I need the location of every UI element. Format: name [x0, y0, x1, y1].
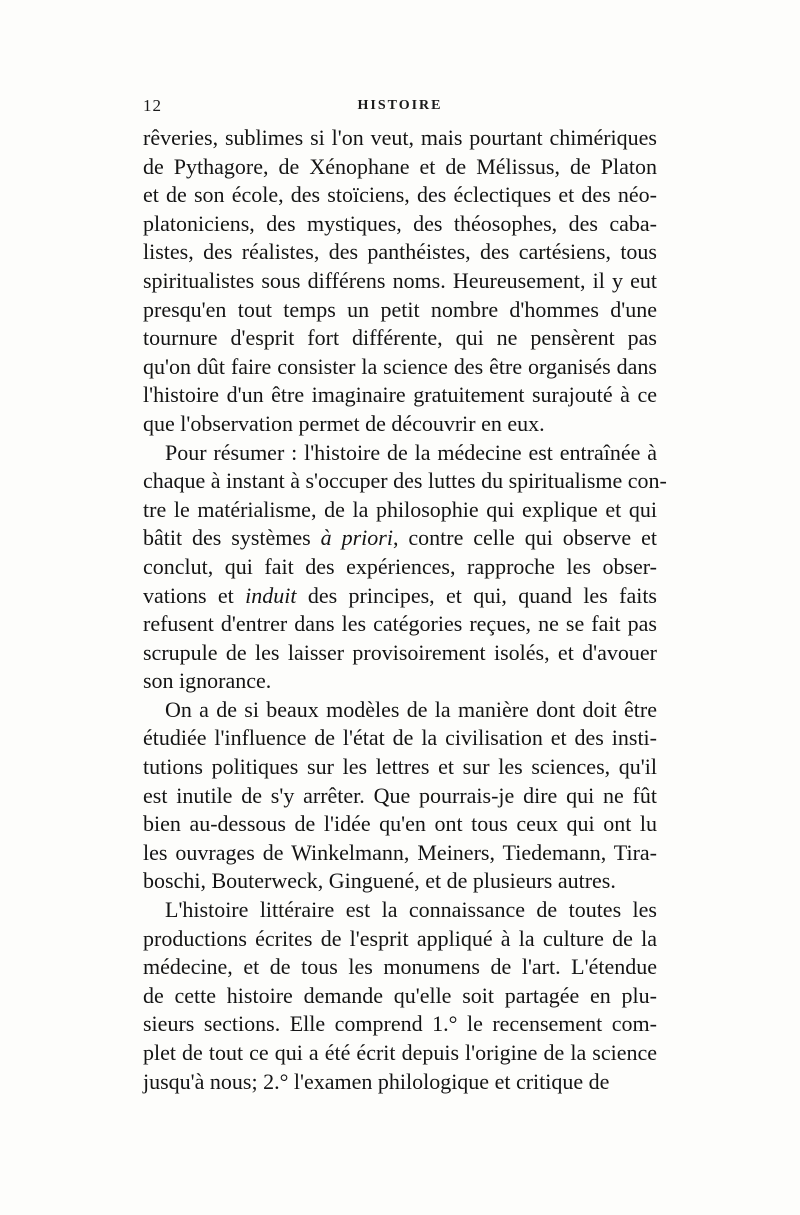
- text-line: et de son école, des stoïciens, des éclectiques et des néo-: [143, 182, 657, 208]
- text-line: scrupule de les laisser provisoirement isolés, et d'avouer: [143, 639, 657, 665]
- text-line: On a de si beaux modèles de la manière dont doit être: [165, 696, 657, 722]
- text-line: de Pythagore, de Xénophane et de Mélissus, de Platon: [143, 153, 657, 179]
- running-title: HISTOIRE: [357, 98, 443, 113]
- text-line: [143, 524, 657, 553]
- text-line: médecine, et de tous les monumens de l'art. L'étendue: [143, 954, 657, 980]
- paragraph: [143, 439, 667, 696]
- text-line: refusent d'entrer dans les catégories reçues, ne se fait pas: [143, 611, 657, 637]
- text-line: jusqu'à nous; 2.° l'examen philologique et critique de: [143, 1068, 610, 1094]
- text-line: étudiée l'influence de l'état de la civilisation et des insti-: [143, 725, 657, 751]
- text-line: sieurs sections. Elle comprend 1.° le recensement com-: [143, 1011, 657, 1037]
- text-line: bien au-dessous de l'idée qu'en ont tous ceux qui ont lu: [143, 811, 657, 837]
- text-line: rêveries, sublimes si l'on veut, mais pourtant chimériques: [143, 125, 657, 150]
- text-line: L'histoire littéraire est la connaissance de toutes les: [165, 897, 657, 923]
- italic-text: induit: [245, 582, 297, 608]
- page-header: [143, 96, 657, 120]
- text-line: les ouvrages de Winkelmann, Meiners, Tiedemann, Tira-: [143, 839, 657, 865]
- text-line: qu'on dût faire consister la science des être organisés dans: [143, 353, 657, 379]
- page-number: 12: [143, 96, 162, 115]
- text-line: que l'observation permet de découvrir en eux.: [143, 410, 545, 436]
- text-line: chaque à instant à s'occuper des luttes du spiritualisme con-: [143, 468, 667, 494]
- text-line: conclut, qui fait des expériences, rapproche les obser-: [143, 553, 657, 579]
- text-run: bâtit des systèmes: [143, 525, 321, 551]
- text-line: de cette histoire demande qu'elle soit partagée en plu-: [143, 982, 657, 1008]
- text-line: plet de tout ce qui a été écrit depuis l'origine de la science: [143, 1040, 657, 1065]
- text-line: presqu'en tout temps un petit nombre d'hommes d'une: [143, 296, 657, 322]
- text-run: vations et: [143, 582, 246, 608]
- text-line: tre le matérialisme, de la philosophie qui explique et qui: [143, 496, 657, 522]
- text-line: listes, des réalistes, des panthéistes, des cartésiens, tous: [143, 239, 657, 265]
- text-line: spiritualistes sous différens noms. Heureusement, il y eut: [143, 267, 657, 293]
- text-line: l'histoire d'un être imaginaire gratuitement surajouté à ce: [143, 382, 657, 408]
- text-line: est inutile de s'y arrêter. Que pourrais-je dire qui ne fût: [143, 782, 657, 808]
- text-line: productions écrites de l'esprit appliqué à la culture de la: [143, 925, 657, 951]
- paragraph: [143, 696, 657, 896]
- text-line: platoniciens, des mystiques, des théosophes, des caba-: [143, 210, 657, 236]
- text-line: boschi, Bouterweck, Ginguené, et de plusieurs autres.: [143, 868, 616, 894]
- text-line: Pour résumer : l'histoire de la médecine est entraînée à: [165, 439, 657, 465]
- paragraph: [143, 124, 657, 439]
- text-run: des principes, et qui, quand les faits: [296, 582, 657, 608]
- body-text: [143, 124, 667, 1096]
- text-line: tutions politiques sur les lettres et sur les sciences, qu'il: [143, 754, 657, 780]
- text-line: tournure d'esprit fort différente, qui ne pensèrent pas: [143, 325, 657, 351]
- paragraph: [143, 896, 657, 1096]
- italic-text: à priori: [320, 525, 393, 551]
- text-line: [143, 582, 657, 611]
- text-run: , contre celle qui observe et: [392, 525, 657, 551]
- text-line: son ignorance.: [143, 668, 272, 694]
